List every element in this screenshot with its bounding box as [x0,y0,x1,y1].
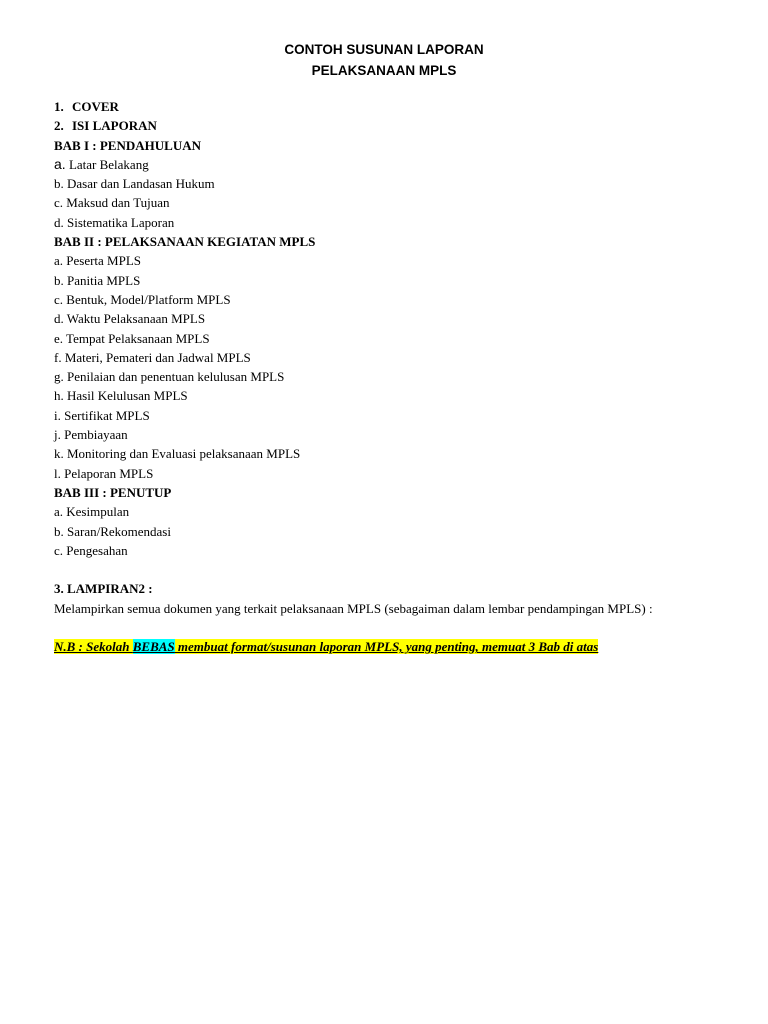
list-item: b. Panitia MPLS [54,272,141,288]
list-item: c. Pengesahan [54,542,128,558]
outline-label: ISI LAPORAN [72,118,157,134]
outline-number: 2. [54,118,64,134]
list-item: l. Pelaporan MPLS [54,465,154,481]
document-title-line2: PELAKSANAAN MPLS [311,63,457,78]
list-item [54,155,734,174]
list-item: i. Sertifikat MPLS [54,407,150,423]
document-title-line1: CONTOH SUSUNAN LAPORAN [284,42,484,57]
document-body [54,97,734,657]
list-item: b. Dasar dan Landasan Hukum [54,176,215,192]
outline-item-cover [54,97,734,116]
note-line [54,637,734,656]
list-item: b. Saran/Rekomendasi [54,523,171,539]
list-item: j. Pembiayaan [54,427,128,443]
list-item: c. Maksud dan Tujuan [54,195,170,211]
list-item: a. Peserta MPLS [54,253,142,269]
note-text-end: membuat format/susunan laporan MPLS, yang penting, memuat 3 Bab di atas [174,639,599,655]
list-item: e. Tempat Pelaksanaan MPLS [54,330,210,346]
list-item: d. Sistematika Laporan [54,214,175,230]
bab3-heading: BAB III : PENUTUP [54,484,172,500]
outline-label: COVER [72,99,119,114]
list-item-text: Latar Belakang [68,156,149,172]
note-text-start: N.B : Sekolah [54,639,133,655]
spacer [54,560,734,579]
list-item: a. Kesimpulan [54,504,130,520]
outline-number: 1. [54,99,64,114]
lampiran-text: Melampirkan semua dokumen yang terkait pelaksanaan MPLS (sebagaiman dalam lembar pendampingan MPLS) : [54,600,653,616]
list-item: g. Penilaian dan penentuan kelulusan MPLS [54,369,285,385]
list-item: h. Hasil Kelulusan MPLS [54,388,188,404]
bab2-heading: BAB II : PELAKSANAAN KEGIATAN MPLS [54,234,316,250]
list-item-letter: a. [54,155,66,172]
list-item: d. Waktu Pelaksanaan MPLS [54,311,206,327]
list-item: f. Materi, Pemateri dan Jadwal MPLS [54,349,251,365]
list-item: c. Bentuk, Model/Platform MPLS [54,291,231,307]
list-item: k. Monitoring dan Evaluasi pelaksanaan MPLS [54,446,301,462]
outline-item-isi-laporan [54,116,734,135]
bab1-heading: BAB I : PENDAHULUAN [54,137,201,153]
lampiran-heading: 3. LAMPIRAN2 : [54,581,153,597]
spacer [54,618,734,637]
note-highlight-bebas: BEBAS [132,639,175,655]
